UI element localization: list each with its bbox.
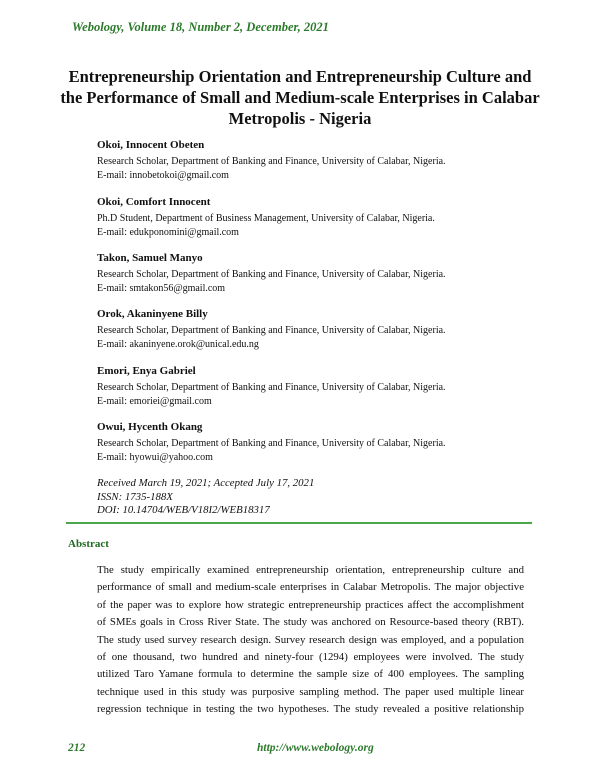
author-block bbox=[97, 420, 537, 466]
abstract-line: utilized Taro Yamane formula to determine the sample size of 400 employees. The sampling bbox=[97, 668, 524, 681]
abstract-body bbox=[97, 562, 524, 719]
abstract-line: The study empirically examined entrepreneurship orientation, entrepreneurship culture and bbox=[97, 564, 524, 576]
author-affiliation: Ph.D Student, Department of Business Management, University of Calabar, Nigeria. bbox=[97, 212, 435, 224]
doi[interactable]: DOI: 10.14704/WEB/V18I2/WEB18317 bbox=[97, 504, 270, 516]
author-name: Takon, Samuel Manyo bbox=[97, 252, 203, 264]
author-email[interactable]: E-mail: edukponomini@gmail.com bbox=[97, 227, 239, 238]
abstract-heading: Abstract bbox=[68, 538, 109, 550]
author-affiliation: Research Scholar, Department of Banking and Finance, University of Calabar, Nigeria. bbox=[97, 437, 446, 449]
author-name: Okoi, Innocent Obeten bbox=[97, 139, 205, 151]
author-affiliation: Research Scholar, Department of Banking and Finance, University of Calabar, Nigeria. bbox=[97, 381, 446, 393]
author-email[interactable]: E-mail: hyowui@yahoo.com bbox=[97, 452, 213, 463]
title-line: Entrepreneurship Orientation and Entrepreneurship Culture and bbox=[68, 67, 532, 86]
received-accepted-dates: Received March 19, 2021; Accepted July 17, 2021 bbox=[97, 477, 315, 489]
abstract-line: regression technique in testing the two hypotheses. The study revealed a positive relationship bbox=[97, 703, 524, 716]
author-block bbox=[97, 138, 537, 184]
title-line: the Performance of Small and Medium-scale Enterprises in Calabar bbox=[60, 88, 540, 107]
title-line: Metropolis - Nigeria bbox=[228, 109, 372, 128]
author-email[interactable]: E-mail: smtakon56@gmail.com bbox=[97, 283, 226, 294]
author-email[interactable]: E-mail: emoriei@gmail.com bbox=[97, 396, 212, 407]
author-email[interactable]: E-mail: akaninyene.orok@unical.edu.ng bbox=[97, 339, 259, 350]
author-affiliation: Research Scholar, Department of Banking and Finance, University of Calabar, Nigeria. bbox=[97, 324, 446, 336]
journal-url[interactable]: http://www.webology.org bbox=[257, 742, 374, 754]
section-divider bbox=[66, 522, 532, 524]
author-name: Emori, Enya Gabriel bbox=[97, 365, 196, 377]
abstract-line: of the paper was to explore how strategic entrepreneurship practices affect the accomplishment bbox=[97, 598, 524, 611]
author-block bbox=[97, 307, 537, 353]
author-affiliation: Research Scholar, Department of Banking and Finance, University of Calabar, Nigeria. bbox=[97, 155, 446, 167]
abstract-line: of one thousand, two hundred and ninety-four (1294) employees were involved. The study bbox=[97, 651, 524, 664]
author-name: Owui, Hycenth Okang bbox=[97, 421, 203, 433]
author-block bbox=[97, 251, 537, 297]
abstract-line: performance of small and medium-scale enterprises in Calabar Metropolis. The major objective bbox=[97, 581, 524, 594]
issn: ISSN: 1735-188X bbox=[97, 490, 173, 503]
page-number: 212 bbox=[68, 742, 86, 754]
paper-title bbox=[60, 66, 540, 129]
abstract-line: The study used survey research design. Survey research design was employed, and a population bbox=[97, 633, 524, 646]
running-head: Webology, Volume 18, Number 2, December, 2021 bbox=[72, 20, 329, 34]
author-block bbox=[97, 364, 537, 410]
author-email[interactable]: E-mail: innobetokoi@gmail.com bbox=[97, 170, 229, 181]
author-affiliation: Research Scholar, Department of Banking and Finance, University of Calabar, Nigeria. bbox=[97, 268, 446, 280]
author-name: Okoi, Comfort Innocent bbox=[97, 196, 211, 208]
author-name: Orok, Akaninyene Billy bbox=[97, 308, 208, 320]
abstract-line: technique used in this study was purposive sampling method. The paper used multiple linear bbox=[97, 685, 524, 698]
author-block bbox=[97, 195, 537, 241]
publication-info bbox=[97, 477, 314, 518]
abstract-line: of SMEs goals in Cross River State. The study was anchored on Resource-based theory (RBT). bbox=[97, 616, 524, 629]
